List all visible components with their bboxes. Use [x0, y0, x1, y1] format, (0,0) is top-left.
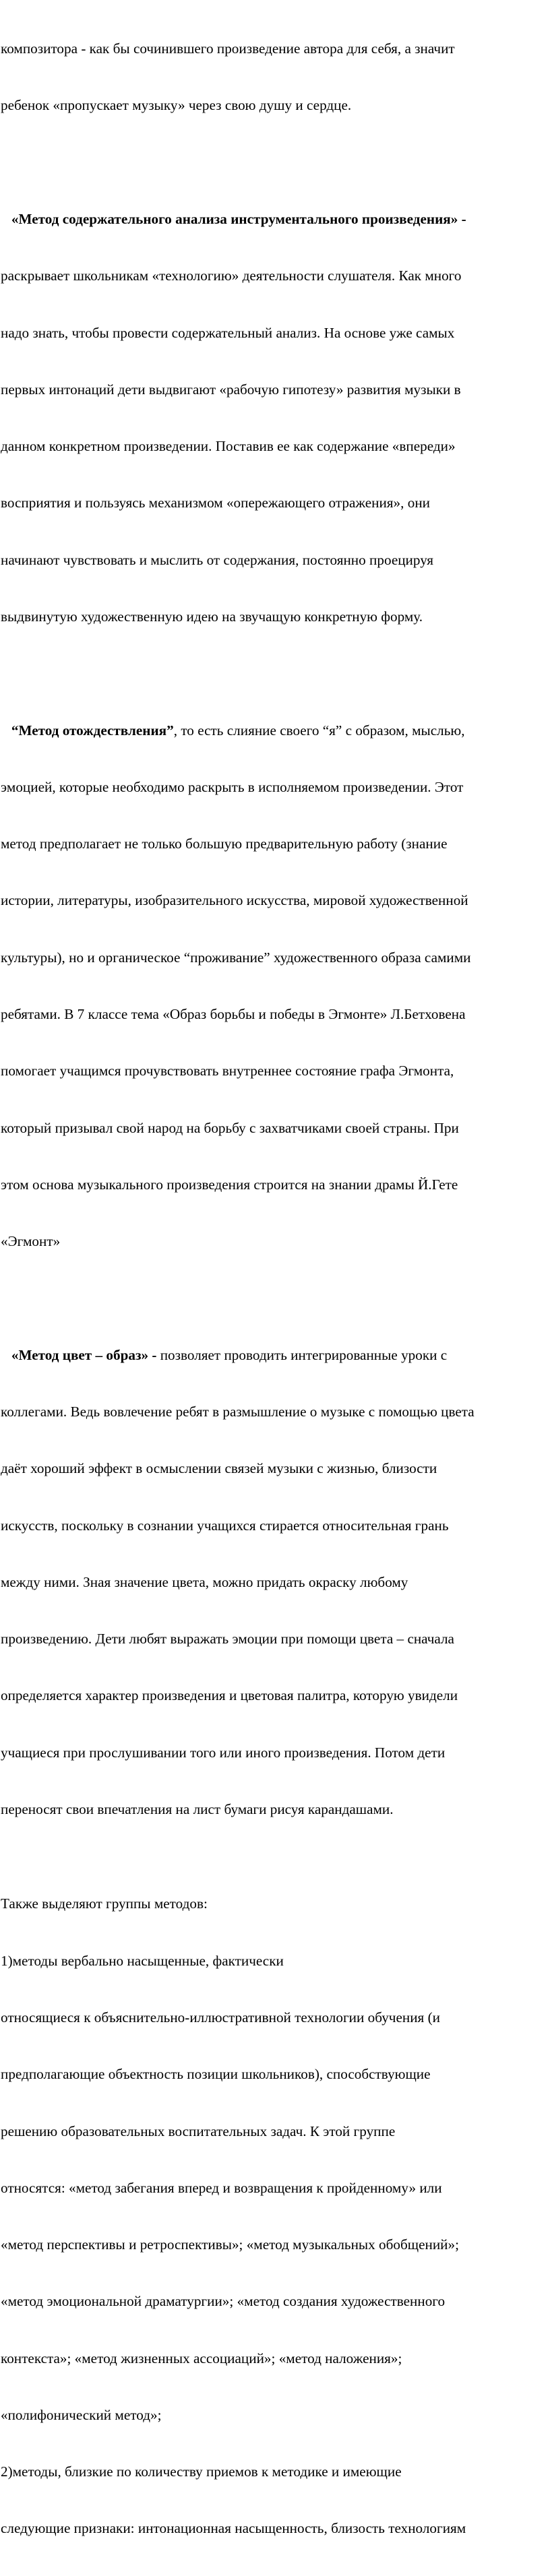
method-title: «Метод цвет – образ» -: [11, 1346, 157, 1363]
text-line: контекста»; «метод жизненных ассоциаций»; «метод наложения»;: [1, 2350, 402, 2366]
text-line: даёт хороший эффект в осмыслении связей музыки с жизнью, близости: [1, 1460, 437, 1477]
text-line: ребятами. В 7 классе тема «Образ борьбы и победы в Эгмонте» Л.Бетховена: [1, 1005, 466, 1022]
text-line: «метод эмоциональной драматургии»; «метод создания художественного: [1, 2293, 446, 2310]
text-line: надо знать, чтобы провести содержательный анализ. На основе уже самых: [1, 324, 455, 341]
intro-paragraph: [1, 1, 548, 153]
text-line: выдвинутую художественную идею на звучащую конкретную форму.: [1, 608, 423, 625]
text-line: ребенок «пропускает музыку» через свою душу и сердце.: [1, 97, 352, 114]
text-line: восприятия и пользуясь механизмом «опережающего отражения», они: [1, 495, 431, 511]
text-line: Также выделяют группы методов:: [1, 1895, 208, 1912]
method-title: “Метод отождествления”: [11, 722, 174, 739]
text-line: относятся: «метод забегания вперед и возвращения к пройденному» или: [1, 2179, 442, 2196]
method-identification-paragraph: [1, 683, 548, 1288]
text-line: [1, 210, 548, 228]
text-line: который призывал свой народ на борьбу с захватчиками своей страны. При: [1, 1119, 459, 1136]
text-line: «полифонический метод»;: [1, 2406, 162, 2423]
text-line: метод предполагает не только большую предварительную работу (знание: [1, 836, 448, 852]
paragraph-gap: [1, 153, 548, 172]
text-line: 1)методы вербально насыщенные, фактически: [1, 1952, 284, 1969]
text-line: данном конкретном произведении. Поставив ее как содержание «впереди»: [1, 438, 456, 455]
text-line: культуры), но и органическое “проживание” художественного образа самими: [1, 949, 471, 966]
text-line: этом основа музыкального произведения строится на знании драмы Й.Гете: [1, 1176, 458, 1193]
text-line: «Эгмонт»: [1, 1233, 61, 1250]
method-title: «Метод содержательного анализа инструментального произведения» -: [11, 211, 466, 228]
method-color-image-paragraph: [1, 1307, 548, 1856]
method-first-line-rest: , то есть слияние своего “я” с образом, мыслью,: [173, 722, 465, 739]
text-line: решению образовательных воспитательных задач. К этой группе: [1, 2123, 396, 2139]
text-line: [1, 1346, 548, 1364]
document-page: [1, 1, 548, 2576]
paragraph-gap: [1, 1288, 548, 1307]
text-line: первых интонаций дети выдвигают «рабочую гипотезу» развития музыки в: [1, 381, 461, 398]
text-line: 2)методы, близкие по количеству приемов к методике и имеющие: [1, 2463, 402, 2480]
text-line: переносят свои впечатления на лист бумаги рисуя карандашами.: [1, 1800, 394, 1817]
text-line: определяется характер произведения и цветовая палитра, которую увидели: [1, 1687, 458, 1704]
text-line: относящиеся к объяснительно-иллюстративной технологии обучения (и: [1, 2009, 440, 2025]
text-line: следующие признаки: интонационная насыщенность, близость технологиям: [1, 2520, 466, 2537]
text-line: между ними. Зная значение цвета, можно придать окраску любому: [1, 1573, 408, 1590]
text-line: раскрывает школьникам «технологию» деятельности слушателя. Как много: [1, 268, 462, 284]
text-line: «метод перспективы и ретроспективы»; «метод музыкальных обобщений»;: [1, 2236, 459, 2253]
text-line: [1, 721, 548, 740]
text-line: искусств, поскольку в сознании учащихся стирается относительная грань: [1, 1517, 449, 1534]
text-line: предполагающие объектность позиции школьников), способствующие: [1, 2066, 431, 2083]
method-first-line-rest: позволяет проводить интегрированные уроки с: [156, 1346, 448, 1363]
text-line: произведению. Дети любят выражать эмоции при помощи цвета – сначала: [1, 1631, 454, 1647]
text-line: коллегами. Ведь вовлечение ребят в размышление о музыке с помощью цвета: [1, 1403, 475, 1420]
text-line: учащиеся при прослушивании того или иного произведения. Потом дети: [1, 1744, 446, 1761]
text-line: помогает учащимся прочувствовать внутреннее состояние графа Эгмонта,: [1, 1063, 454, 1079]
text-line: композитора - как бы сочинившего произведение автора для себя, а значит: [1, 40, 455, 57]
text-line: начинают чувствовать и мыслить от содержания, постоянно проецируя: [1, 551, 434, 568]
method-groups-paragraph: [1, 1856, 548, 2576]
method-content-analysis-paragraph: [1, 172, 548, 664]
text-line: эмоцией, которые необходимо раскрыть в исполняемом произведении. Этот: [1, 778, 464, 795]
paragraph-gap: [1, 664, 548, 683]
text-line: истории, литературы, изобразительного искусства, мировой художественной: [1, 892, 468, 909]
